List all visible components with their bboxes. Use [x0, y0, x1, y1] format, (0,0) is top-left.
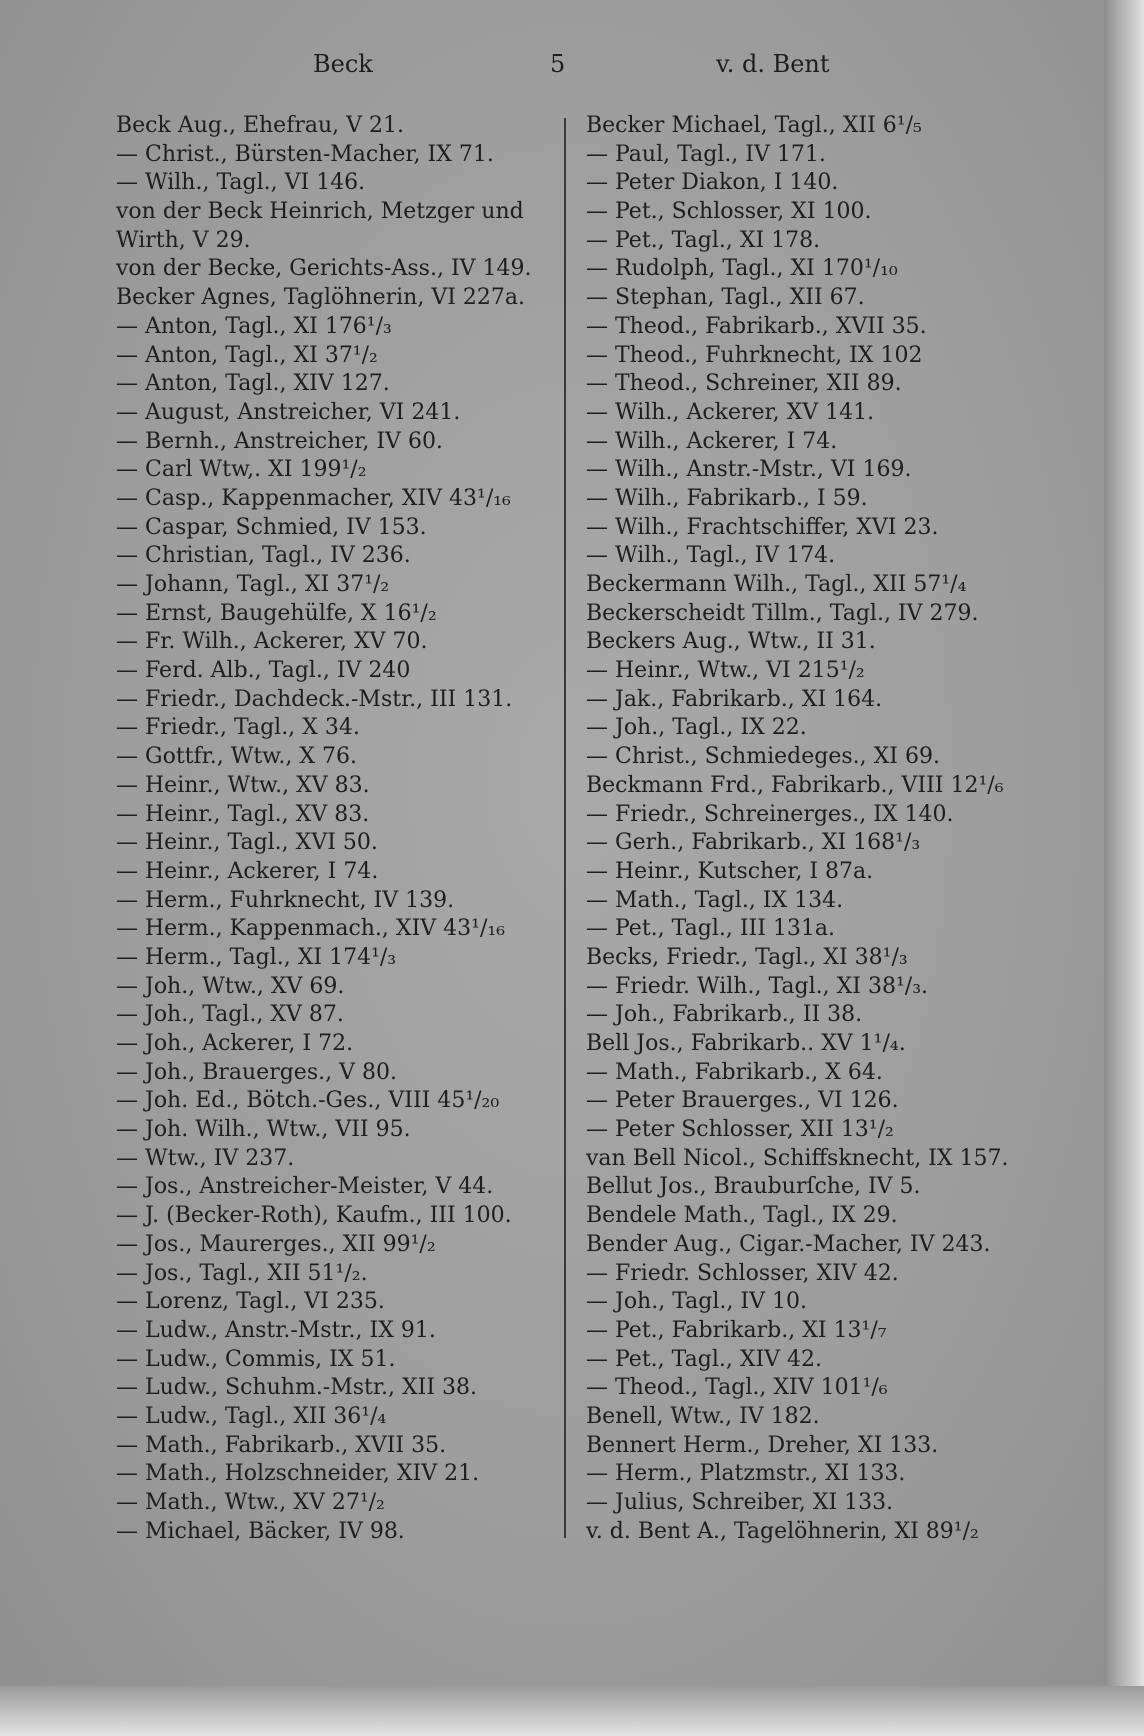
directory-entry: — Herm., Tagl., XI 174¹/₃: [116, 944, 397, 970]
directory-entry: Beckmann Frd., Fabrikarb., VIII 12¹/₆: [586, 772, 1004, 798]
directory-entry: Bell Jos., Fabrikarb.. XV 1¹/₄.: [586, 1031, 906, 1056]
directory-entry: — Math., Tagl., IX 134.: [586, 887, 844, 913]
header-left-keyword: Beck: [313, 50, 373, 78]
directory-entry: — Ernst, Baugehülfe, X 16¹/₂: [116, 600, 437, 626]
directory-entry: — Pet., Tagl., XI 178.: [586, 227, 821, 253]
directory-entry: — Wilh., Tagl., VI 146.: [116, 170, 366, 196]
directory-entry: — Jos., Anstreicher-Meister, V 44.: [116, 1174, 494, 1200]
directory-entry: — Anton, Tagl., XIV 127.: [116, 371, 390, 397]
directory-entry: von der Becke, Gerichts-Ass., IV 149.: [116, 256, 532, 282]
directory-entry: — Friedr., Dachdeck.-Mstr., III 131.: [116, 686, 513, 712]
directory-entry: — Theod., Fuhrknecht, IX 102: [586, 342, 923, 368]
directory-entry: — Pet., Tagl., III 131a.: [586, 916, 835, 942]
directory-entry: — Pet., Schlosser, XI 100.: [586, 199, 872, 225]
directory-entry: — Paul, Tagl., IV 171.: [586, 141, 826, 167]
directory-entry: Benell, Wtw., IV 182.: [586, 1403, 820, 1429]
directory-entry: Beck Aug., Ehefrau, V 21.: [116, 113, 404, 138]
directory-entry: — Wilh., Ackerer, XV 141.: [586, 399, 875, 425]
directory-entry: — Heinr., Tagl., XV 83.: [116, 801, 370, 827]
directory-entry: — Lorenz, Tagl., VI 235.: [116, 1289, 385, 1315]
directory-entry: — Wilh., Fabrikarb., I 59.: [586, 485, 868, 511]
directory-entry: — Joh. Wilh., Wtw., VII 95.: [116, 1117, 411, 1143]
directory-entry: — Ludw., Tagl., XII 36¹/₄: [116, 1403, 387, 1429]
page-header: [0, 50, 1144, 90]
directory-entry: — Heinr., Tagl., XVI 50.: [116, 830, 378, 856]
directory-entry: — Peter Brauerges., VI 126.: [586, 1088, 899, 1114]
directory-entry: — Friedr., Schreinerges., IX 140.: [586, 801, 954, 827]
directory-entry: Wirth, V 29.: [116, 227, 251, 253]
directory-entry: v. d. Bent A., Tagelöhnerin, XI 89¹/₂: [586, 1518, 979, 1544]
directory-entry: — Stephan, Tagl., XII 67.: [586, 285, 865, 311]
directory-entry: — Joh. Ed., Bötch.-Ges., VIII 45¹/₂₀: [116, 1088, 500, 1114]
directory-entry: Becker Michael, Tagl., XII 6¹/₅: [586, 113, 922, 138]
directory-entry: — Anton, Tagl., XI 37¹/₂: [116, 342, 378, 368]
directory-entry: — Wilh., Frachtschiffer, XVI 23.: [586, 514, 939, 540]
directory-entry: Becker Agnes, Taglöhnerin, VI 227a.: [116, 285, 525, 311]
directory-entry: van Bell Nicol., Schiffsknecht, IX 157.: [586, 1145, 1009, 1171]
directory-entry: — Friedr. Wilh., Tagl., XI 38¹/₃.: [586, 973, 929, 999]
right-column: [586, 112, 1056, 1546]
directory-entry: — Joh., Fabrikarb., II 38.: [586, 1002, 863, 1028]
directory-entry: — Christ., Bürsten-Macher, IX 71.: [116, 141, 494, 167]
directory-entry: — Casp., Kappenmacher, XIV 43¹/₁₆: [116, 485, 511, 511]
directory-entry: — Ludw., Commis, IX 51.: [116, 1346, 396, 1372]
directory-entry: — Christian, Tagl., IV 236.: [116, 543, 411, 569]
directory-entry: — Christ., Schmiedeges., XI 69.: [586, 744, 940, 770]
directory-entry: — Jak., Fabrikarb., XI 164.: [586, 686, 883, 712]
directory-entry: — Herm., Fuhrknecht, IV 139.: [116, 887, 455, 913]
directory-entry: Beckermann Wilh., Tagl., XII 57¹/₄: [586, 572, 967, 597]
directory-entry: — Theod., Schreiner, XII 89.: [586, 371, 902, 397]
directory-entry: — Johann, Tagl., XI 37¹/₂: [116, 572, 390, 597]
directory-entry: — Joh., Brauerges., V 80.: [116, 1059, 397, 1085]
directory-entry: — Caspar, Schmied, IV 153.: [116, 514, 427, 540]
directory-entry: — Gottfr., Wtw., X 76.: [116, 744, 358, 770]
directory-entry: — Joh., Tagl., XV 87.: [116, 1002, 344, 1028]
directory-entry: — August, Anstreicher, VI 241.: [116, 399, 461, 425]
directory-entry: — Herm., Kappenmach., XIV 43¹/₁₆: [116, 916, 506, 942]
directory-entry: — Math., Fabrikarb., XVII 35.: [116, 1432, 447, 1458]
directory-entry: — Gerh., Fabrikarb., XI 168¹/₃: [586, 830, 921, 856]
directory-entry: — Heinr., Wtw., XV 83.: [116, 772, 370, 798]
directory-entry: — Wilh., Ackerer, I 74.: [586, 428, 838, 454]
directory-entry: — Anton, Tagl., XI 176¹/₃: [116, 313, 392, 339]
directory-entry: — Joh., Ackerer, I 72.: [116, 1031, 354, 1056]
directory-entry: — Jos., Maurerges., XII 99¹/₂: [116, 1231, 436, 1257]
directory-entry: — Peter Diakon, I 140.: [586, 170, 839, 196]
directory-entry: — Friedr. Schlosser, XIV 42.: [586, 1260, 899, 1286]
left-column: [116, 112, 556, 1546]
directory-entry: Bennert Herm., Dreher, XI 133.: [586, 1432, 939, 1458]
directory-entry: — Rudolph, Tagl., XI 170¹/₁₀: [586, 256, 898, 282]
directory-entry: — Joh., Tagl., IX 22.: [586, 715, 807, 741]
directory-entry: Bendele Math., Tagl., IX 29.: [586, 1203, 898, 1229]
directory-entry: Bender Aug., Cigar.-Macher, IV 243.: [586, 1231, 991, 1257]
directory-entry: — Math., Wtw., XV 27¹/₂: [116, 1490, 385, 1515]
directory-entry: — Heinr., Kutscher, I 87a.: [586, 858, 874, 884]
directory-entry: — Bernh., Anstreicher, IV 60.: [116, 428, 443, 454]
directory-entry: — J. (Becker-Roth), Kaufm., III 100.: [116, 1203, 512, 1229]
directory-entry: Beckers Aug., Wtw., II 31.: [586, 629, 876, 655]
directory-entry: — Herm., Platzmstr., XI 133.: [586, 1461, 906, 1487]
directory-entry: — Joh., Tagl., IV 10.: [586, 1289, 807, 1315]
directory-entry: von der Beck Heinrich, Metzger und: [116, 199, 524, 225]
directory-entry: — Peter Schlosser, XII 13¹/₂: [586, 1117, 894, 1143]
directory-entry: — Wilh., Tagl., IV 174.: [586, 543, 836, 569]
directory-entry: Bellut Jos., Brauburſche, IV 5.: [586, 1174, 921, 1200]
directory-entry: — Wtw., IV 237.: [116, 1145, 295, 1171]
directory-entry: — Ludw., Anstr.-Mstr., IX 91.: [116, 1317, 436, 1343]
page-edge-bottom: [0, 1686, 1144, 1736]
directory-entry: — Heinr., Wtw., VI 215¹/₂: [586, 658, 865, 684]
page-edge-right: [1104, 0, 1144, 1736]
directory-entry: — Heinr., Ackerer, I 74.: [116, 858, 379, 884]
directory-entry: — Michael, Bäcker, IV 98.: [116, 1518, 405, 1544]
directory-entry: — Ludw., Schuhm.-Mstr., XII 38.: [116, 1375, 478, 1401]
directory-entry: — Joh., Wtw., XV 69.: [116, 973, 345, 999]
directory-entry: — Jos., Tagl., XII 51¹/₂.: [116, 1260, 368, 1286]
directory-entry: — Pet., Tagl., XIV 42.: [586, 1346, 823, 1372]
directory-entry: — Fr. Wilh., Ackerer, XV 70.: [116, 629, 428, 655]
directory-entry: — Pet., Fabrikarb., XI 13¹/₇: [586, 1317, 887, 1343]
directory-entry: — Wilh., Anstr.-Mstr., VI 169.: [586, 457, 912, 483]
directory-entry: — Julius, Schreiber, XI 133.: [586, 1490, 894, 1515]
directory-entry: — Math., Holzschneider, XIV 21.: [116, 1461, 480, 1487]
directory-entry: — Theod., Fabrikarb., XVII 35.: [586, 313, 927, 339]
column-divider: [564, 118, 566, 1538]
directory-entry: — Math., Fabrikarb., X 64.: [586, 1059, 883, 1085]
directory-entry: — Ferd. Alb., Tagl., IV 240: [116, 658, 411, 684]
directory-entry: — Theod., Tagl., XIV 101¹/₆: [586, 1375, 888, 1401]
directory-entry: Becks, Friedr., Tagl., XI 38¹/₃: [586, 944, 908, 970]
directory-entry: — Friedr., Tagl., X 34.: [116, 715, 360, 741]
page-number: 5: [550, 50, 566, 78]
header-right-keyword: v. d. Bent: [716, 50, 830, 78]
directory-entry: Beckerscheidt Tillm., Tagl., IV 279.: [586, 600, 979, 626]
directory-entry: — Carl Wtw,. XI 199¹/₂: [116, 457, 367, 483]
